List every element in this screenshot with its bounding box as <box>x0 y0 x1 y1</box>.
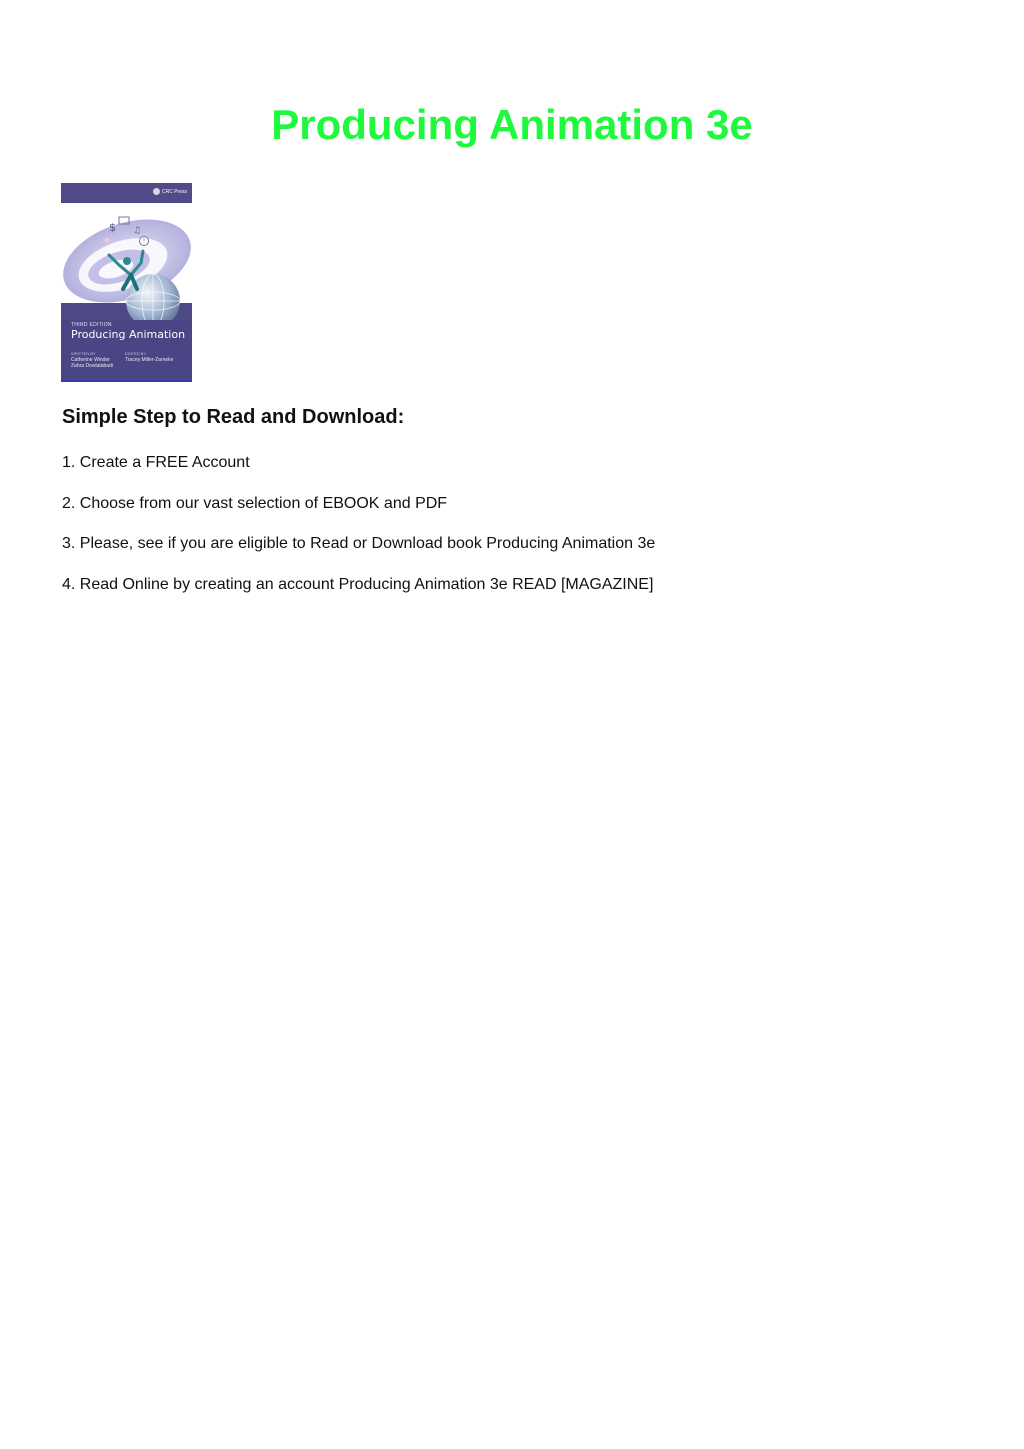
publisher-logo-icon <box>153 188 160 195</box>
publisher-name: CRC Press <box>162 188 188 195</box>
cover-edition: THIRD EDITION <box>71 322 112 328</box>
author-name: Catherine Winder <box>71 357 110 363</box>
editor-name: Tracey Miller-Zarneke <box>125 357 174 363</box>
cover-illustration <box>61 203 192 303</box>
svg-text:$: $ <box>109 221 116 234</box>
cover-title: Producing Animation <box>71 328 186 341</box>
publisher-logo <box>153 188 187 195</box>
cover-link-underline <box>61 380 192 382</box>
cover-art-svg <box>61 203 192 320</box>
cover-editor <box>125 351 173 363</box>
page-title: Producing Animation 3e <box>271 101 753 148</box>
step-read-online: 4. Read Online by creating an account Producing Animation 3e READ [MAGAZINE] <box>62 575 654 593</box>
clock-icon <box>140 237 149 246</box>
book-cover[interactable] <box>61 183 192 382</box>
written-by-label: WRITTEN BY <box>71 351 96 356</box>
author-name: Zahra Dowlatabadi <box>71 363 113 369</box>
svg-text:♫: ♫ <box>133 226 142 236</box>
step-check-eligibility: 3. Please, see if you are eligible to Read or Download book Producing Animation 3e <box>62 535 656 552</box>
music-note-icon <box>133 226 141 236</box>
step-create-account: 1. Create a FREE Account <box>62 454 250 471</box>
step-choose-selection: 2. Choose from our vast selection of EBOOK and PDF <box>62 494 448 512</box>
cover-authors <box>71 351 113 369</box>
steps-list <box>62 452 655 614</box>
steps-heading: Simple Step to Read and Download: <box>62 406 405 428</box>
dollar-icon <box>109 221 116 234</box>
edited-by-label: EDITED BY <box>125 351 147 356</box>
